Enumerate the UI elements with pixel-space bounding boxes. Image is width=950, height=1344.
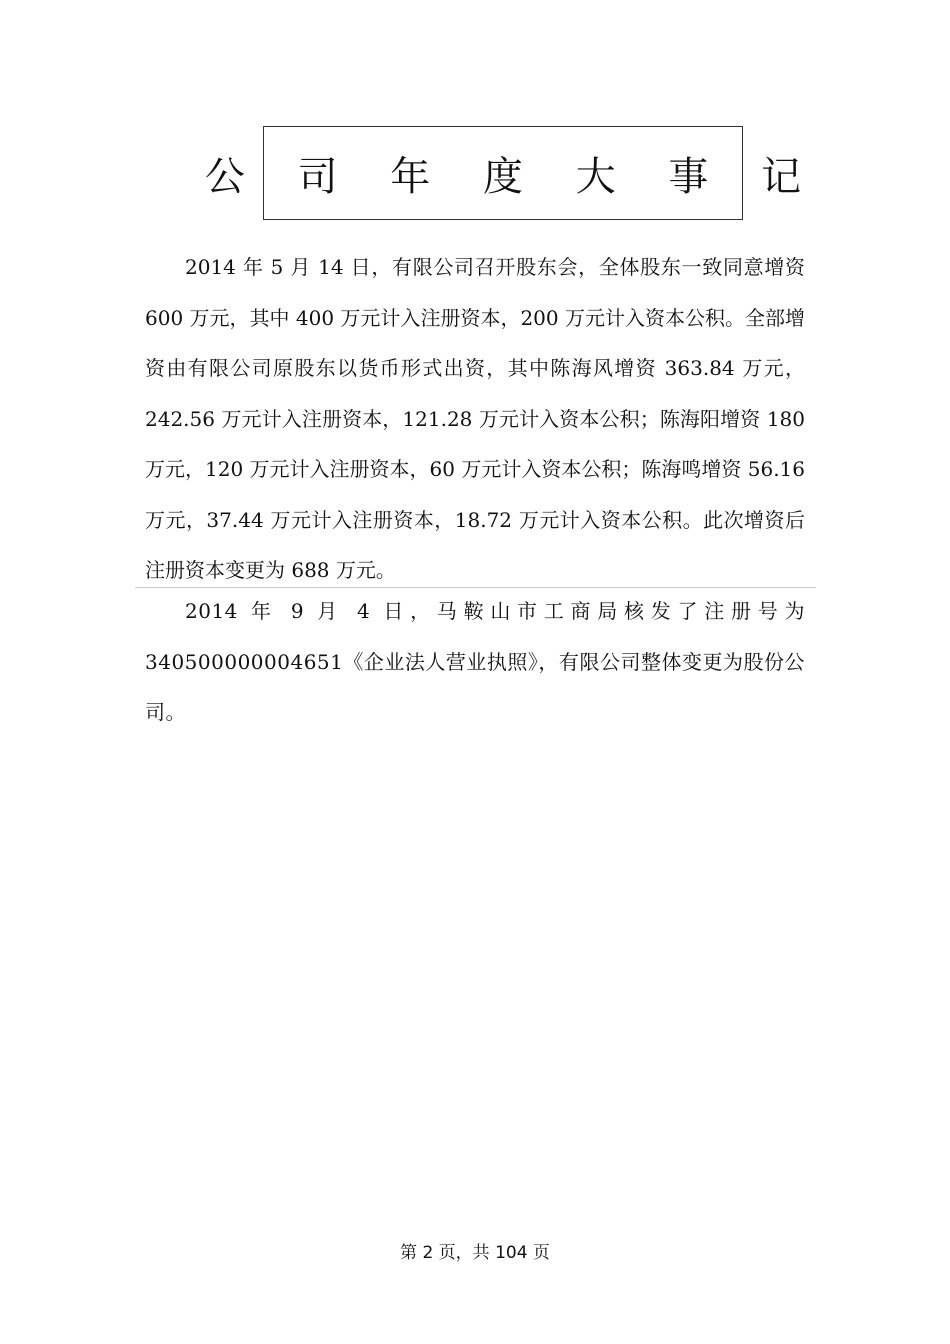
document-title: 公 司 年 度 大 事 记 — [204, 153, 822, 200]
page-footer: 第 2 页，共 104 页 — [400, 1243, 550, 1263]
paragraph-capital-increase: 2014 年 5 月 14 日，有限公司召开股东会，全体股东一致同意增资 600 万元，其中 400 万元计入注册资本，200 万元计入资本公积。全部增资由有限公司原股东以货币形式出资，其中陈海风增资 363.84 万元，242.56 万元计入注册资本，121.28 万元计入资本公积；陈海阳增资 180 万元，120 万元计入注册资本，60 万元计入资本公积；陈海鸣增资 56.16 万元，37.44 万元计入注册资本，18.72 万元计入资本公积。此次增资后注册资本变更为 688 万元。 — [145, 255, 805, 582]
paragraph-business-license: 2014 年 9 月 4 日，马鞍山市工商局核发了注册号为 340500000004651《企业法人营业执照》，有限公司整体变更为股份公司。 — [145, 599, 805, 724]
title-box — [204, 126, 822, 220]
